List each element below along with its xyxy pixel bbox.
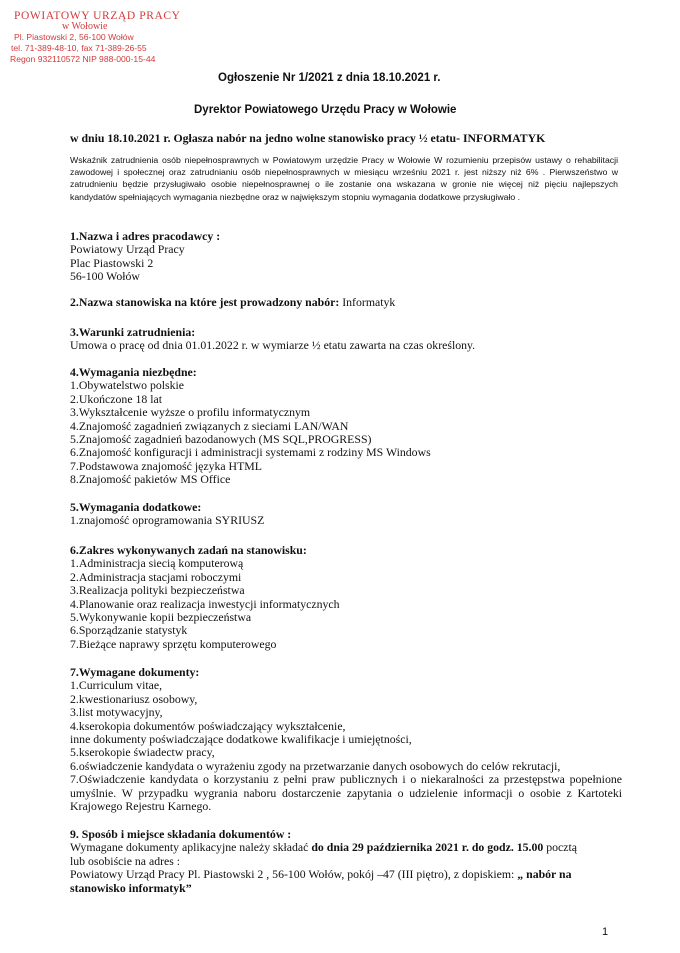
section-documents: [70, 666, 622, 813]
list-item: 2.kwestionariusz osobowy,: [70, 691, 198, 706]
employer-line: Powiatowy Urząd Pracy: [70, 242, 185, 257]
section-heading: 4.Wymagania niezbędne:: [70, 365, 197, 379]
page-number: 1: [602, 926, 609, 938]
section-heading: 9. Sposób i miejsce składania dokumentów :: [70, 827, 292, 841]
list-item: 3.Realizacja polityki bezpieczeństwa: [70, 583, 245, 598]
deadline-text: do dnia 29 października 2021 r. do godz. 15.00: [311, 840, 544, 855]
list-item: 6.oświadczenie kandydata o wyrażeniu zgody na przetwarzanie danych osobowych do celów rekrutacji,: [70, 758, 561, 773]
list-item: 4.kserokopia dokumentów poświadczający wykształcenie,: [70, 718, 346, 733]
submission-text: lub osobiście na adres :: [70, 853, 181, 868]
section-additional: [70, 501, 622, 528]
list-item: 1.Obywatelstwo polskie: [70, 378, 185, 393]
list-item: 6.Znajomość konfiguracji i administracji systemami z rodziny MS Windows: [70, 445, 431, 460]
intro-line: w dniu 18.10.2021 r. Ogłasza nabór na jedno wolne stanowisko pracy ½ etatu- INFORMATYK: [70, 131, 546, 145]
list-item: 4.Znajomość zagadnień związanych z sieciami LAN/WAN: [70, 418, 349, 433]
list-item: 1.Administracja siecią komputerową: [70, 556, 244, 571]
list-item: 2.Administracja stacjami roboczymi: [70, 569, 242, 584]
list-item: inne dokumenty poświadczające dodatkowe kwalifikacje i umiejętności,: [70, 732, 412, 747]
list-item: 7.Bieżące naprawy sprzętu komputerowego: [70, 636, 277, 651]
list-item: 5.Znajomość zagadnień bazodanowych (MS SQL,PROGRESS): [70, 432, 372, 447]
section-heading: 6.Zakres wykonywanych zadań na stanowisku:: [70, 543, 307, 557]
section-duties: [70, 544, 622, 651]
conditions-line: Umowa o pracę od dnia 01.01.2022 r. w wymiarze ½ etatu zawarta na czas określony.: [70, 338, 476, 353]
section-position: [70, 296, 622, 309]
section-conditions: [70, 326, 622, 353]
list-item: 3.Wykształcenie wyższe o profilu informatycznym: [70, 405, 311, 420]
section-heading: 7.Wymagane dokumenty:: [70, 665, 200, 679]
director-title: Dyrektor Powiatowego Urzędu Pracy w Wołowie: [194, 104, 457, 116]
section-heading: 1.Nazwa i adres pracodawcy :: [70, 229, 221, 243]
list-item: 5.Wykonywanie kopii bezpieczeństwa: [70, 610, 252, 625]
list-item: 4.Planowanie oraz realizacja inwestycji informatycznych: [70, 596, 340, 611]
list-item: 7.Oświadczenie kandydata o korzystaniu z pełni praw publicznych i o niekaralności za przestępstwa popełnione umyślnie. W przypadku wygrania naboru dostarczenie zapytania o udzielenie informacji o osobie z Kartoteki Krajowego Rejestru Karnego.: [70, 772, 622, 814]
section-submission: [70, 828, 622, 895]
list-item: 1.znajomość oprogramowania SYRIUSZ: [70, 513, 265, 528]
disability-note: Wskaźnik zatrudnienia osób niepełnosprawnych w Powiatowym urzędzie Pracy w Wołowie W rozumieniu przepisów ustawy o rehabilitacji zawodowej i społecznej oraz zatrudnianiu osób niepełnosprawnych w miesiącu wrześniu 2021 r. jest niższy niż 6% . Pierwszeństwo w zatrudnieniu będzie przysługiwało osobie niepełnosprawnej o ile zostanie ona wskazana w gronie nie więcej niż pięciu najlepszych kandydatów spełniających wymagania niezbędne oraz w największym stopniu wymagania dodatkowe przysługiwało .: [70, 155, 618, 202]
stamp-line-4: tel. 71-389-48-10, fax 71-389-26-55: [11, 43, 147, 53]
employer-line: Plac Piastowski 2: [70, 255, 154, 270]
list-item: 2.Ukończone 18 lat: [70, 391, 163, 406]
section-employer: [70, 230, 622, 284]
list-item: 6.Sporządzanie statystyk: [70, 623, 188, 638]
section-requirements: [70, 366, 622, 487]
submission-text: pocztą: [543, 840, 578, 855]
list-item: 3.list motywacyjny,: [70, 705, 163, 720]
position-value: Informatyk: [339, 295, 396, 309]
announcement-title: Ogłoszenie Nr 1/2021 z dnia 18.10.2021 r.: [218, 72, 441, 84]
annotation-text: „ nabór na stanowisko informatyk”: [70, 867, 572, 895]
stamp-line-5: Regon 932110572 NIP 988-000-15-44: [10, 54, 156, 64]
stamp-line-3: Pl. Piastowski 2, 56-100 Wołów: [14, 32, 134, 42]
list-item: 1.Curriculum vitae,: [70, 678, 163, 693]
stamp-line-2: w Wołowie: [62, 21, 108, 32]
list-item: 7.Podstawowa znajomość języka HTML: [70, 458, 262, 473]
section-heading: 2.Nazwa stanowiska na które jest prowadzony nabór:: [70, 295, 340, 309]
address-text: Powiatowy Urząd Pracy Pl. Piastowski 2 , 56-100 Wołów, pokój –47 (III piętro), z dopiskiem:: [70, 867, 518, 882]
submission-text: Wymagane dokumenty aplikacyjne należy składać: [70, 840, 312, 855]
section-heading: 3.Warunki zatrudnienia:: [70, 325, 196, 339]
section-heading: 5.Wymagania dodatkowe:: [70, 500, 202, 514]
stamp-line-1: POWIATOWY URZĄD PRACY: [14, 10, 181, 22]
list-item: 5.kserokopie świadectw pracy,: [70, 745, 215, 760]
office-stamp: [12, 10, 182, 65]
list-item: 8.Znajomość pakietów MS Office: [70, 472, 231, 487]
employer-line: 56-100 Wołów: [70, 269, 140, 284]
